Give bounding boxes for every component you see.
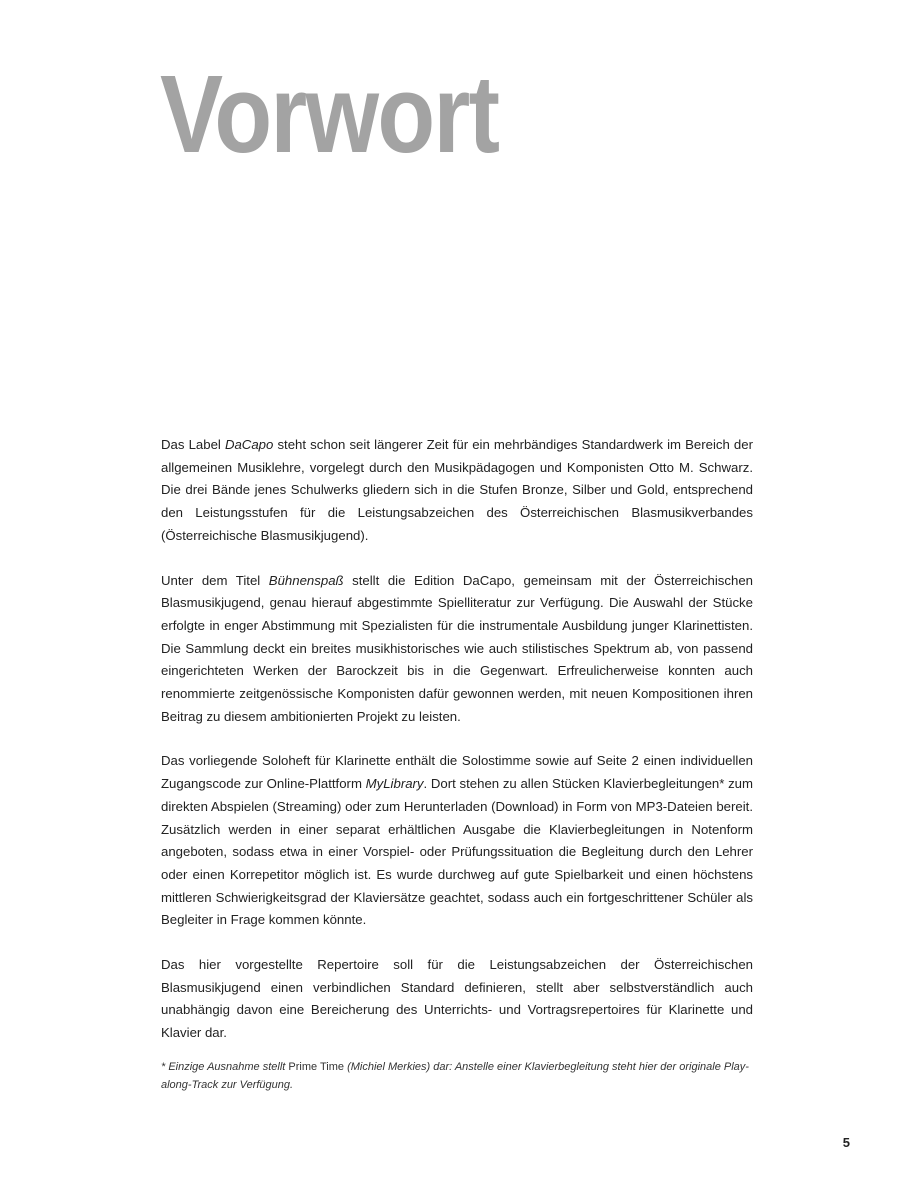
footnote-text-b: (Michiel Merkies) dar: Anstelle einer Klavierbegleitung steht hier der originale Play-along-Track zur Verfügung.: [161, 1061, 749, 1091]
body-text: [161, 434, 753, 1067]
paragraph-1-text-a: Das Label: [161, 437, 225, 452]
paragraph-4: Das hier vorgestellte Repertoire soll für die Leistungsabzeichen der Österreichischen Blasmusikjugend einen verbindlichen Standard definieren, stellt aber selbstverständlich auch unabhängig davon eine Bereicherung des Unterrichts- und Vortragsrepertoires für Klarinette und Klavier dar.: [161, 957, 753, 1041]
footnote-title: Prime Time: [288, 1061, 345, 1073]
page-number: 5: [842, 1135, 850, 1150]
footnote: [161, 1058, 761, 1094]
paragraph-1-emphasis: DaCapo: [224, 437, 274, 452]
paragraph-1-text-b: steht schon seit längerer Zeit für ein mehrbändiges Standardwerk im Bereich der allgemeinen Musiklehre, vorgelegt durch den Musikpädagogen und Komponisten Otto M. Schwarz. Die drei Bände jenes Schulwerks gliedern sich in die Stufen Bronze, Silber und Gold, entsprechend den Leistungsstufen für die Leistungsabzeichen des Österreichischen Blasmusikverbandes (Österreichische Blasmusikjugend).: [161, 437, 753, 543]
paragraph-2: [161, 570, 753, 729]
paragraph-2-emphasis: Bühnenspaß: [268, 572, 344, 588]
paragraph-2-text-a: Unter dem Titel: [161, 572, 269, 588]
paragraph-3-text-b: . Dort stehen zu allen Stücken Klavierbegleitungen* zum direkten Abspielen (Streaming) oder zum Herunterladen (Download) in Form von MP3-Dateien bereit. Zusätzlich werden in einer separat erhältlichen Ausgabe die Klavierbegleitungen in Notenform angeboten, sodass etwa in einer Vorspiel- oder Prüfungssituation die Begleitung durch den Lehrer oder einen Korrepetitor möglich ist. Es wurde durchweg auf gute Spielbarkeit und einen höchstens mittleren Schwierigkeitsgrad der Klaviersätze geachtet, sodass auch ein fortgeschrittener Schüler als Begleiter in Frage kommen könnte.: [161, 776, 753, 928]
footnote-text-a: * Einzige Ausnahme stellt: [161, 1061, 289, 1073]
paragraph-3-text-a: Das vorliegende Soloheft für Klarinette enthält die Solostimme sowie auf Seite 2 einen individuellen Zugangscode zur Online-Plattform: [161, 753, 753, 792]
paragraph-2-text-b: stellt die Edition DaCapo, gemeinsam mit der Österreichischen Blasmusikjugend, genau hierauf abgestimmte Spielliteratur zur Verfügung. Die Auswahl der Stücke erfolgte in enger Abstimmung mit Spezialisten für die instrumentale Ausbildung junger Klarinettisten. Die Sammlung deckt ein breites musikhistorisches wie auch stilistisches Spektrum ab, von passend eingerichteten Werken der Barockzeit bis in die Gegenwart. Erfreulicherweise konnten auch renommierte zeitgenössische Komponisten dafür gewonnen werden, mit neuen Kompositionen ihren Beitrag zu diesem ambitionierten Projekt zu leisten.: [161, 572, 753, 724]
page-title: Vorwort: [160, 53, 499, 176]
paragraph-1: [161, 434, 753, 548]
paragraph-3-emphasis: MyLibrary: [365, 776, 424, 792]
paragraph-3: [161, 750, 753, 932]
